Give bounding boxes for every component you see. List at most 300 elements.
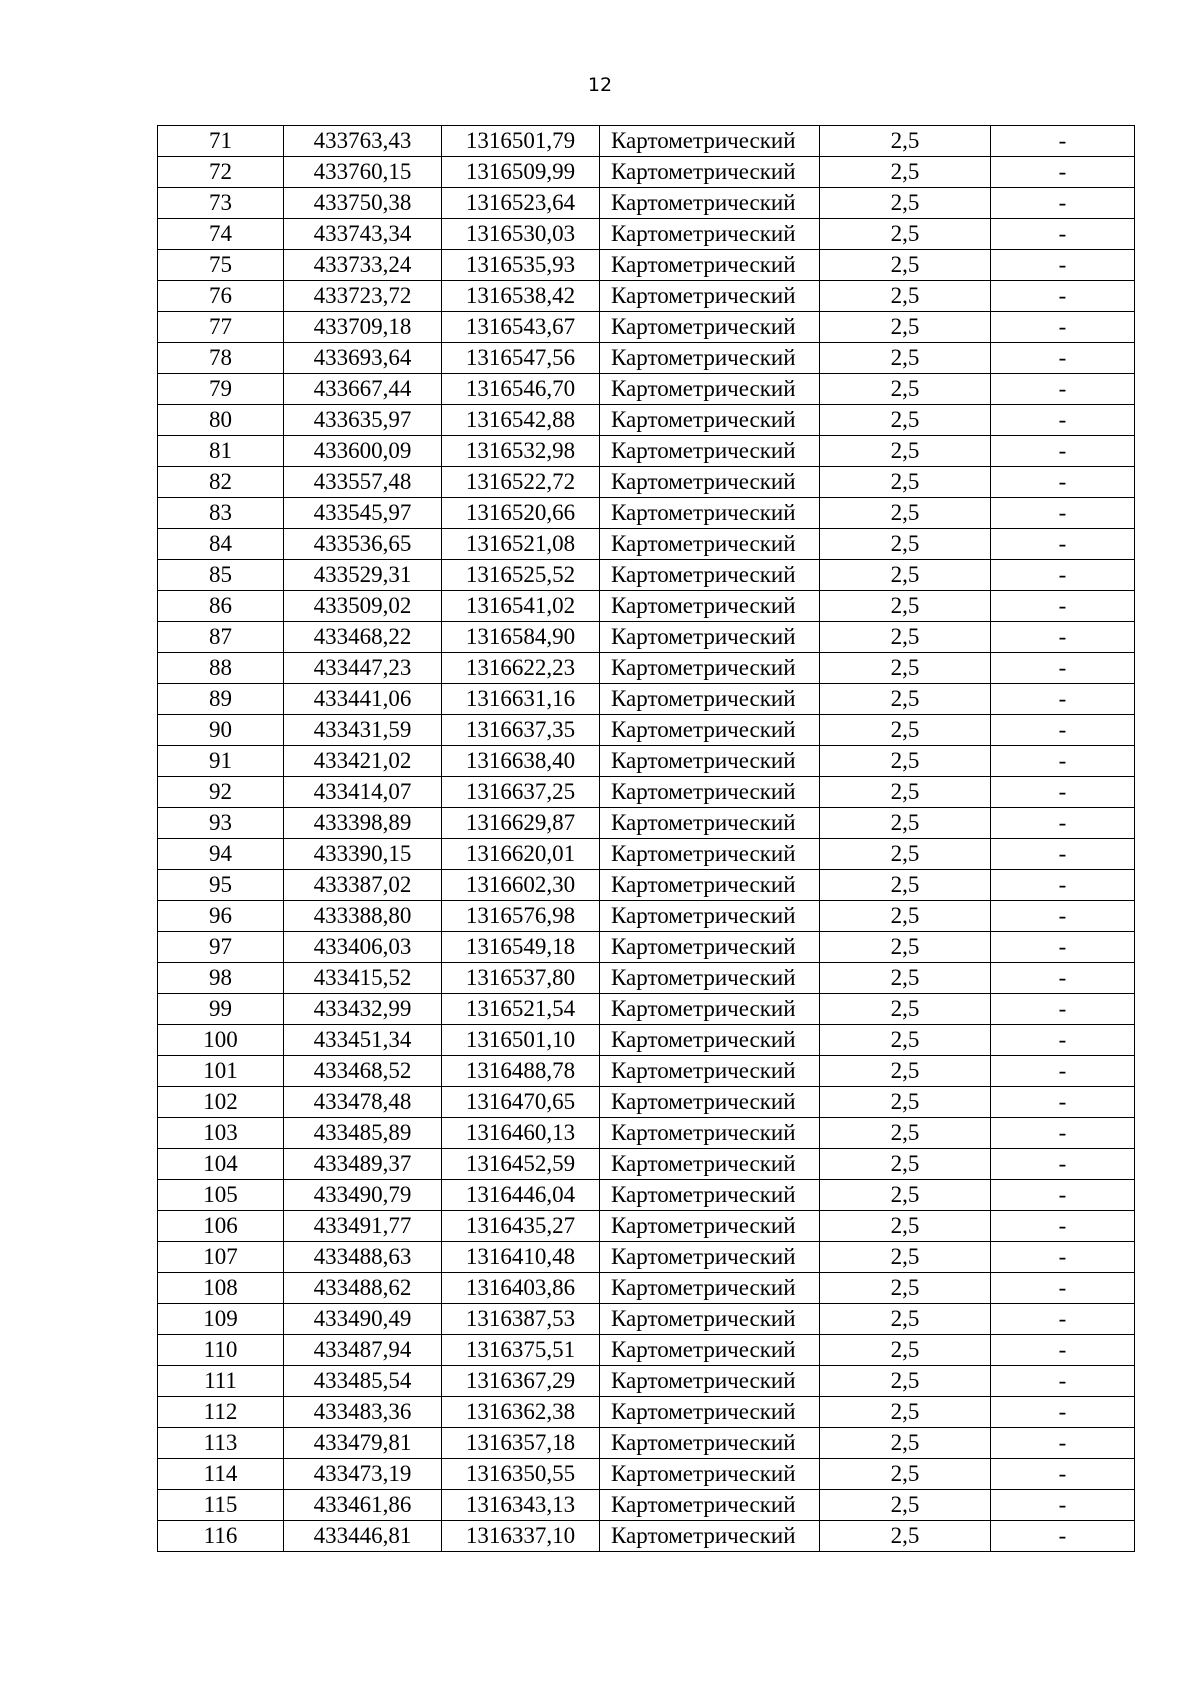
description-cell: - — [991, 560, 1135, 591]
method-cell: Картометрический — [600, 1087, 820, 1118]
x-coordinate-cell: 433451,34 — [284, 1025, 442, 1056]
y-coordinate-cell: 1316343,13 — [442, 1490, 600, 1521]
table-row — [158, 436, 1135, 467]
accuracy-cell: 2,5 — [820, 653, 991, 684]
method-cell: Картометрический — [600, 1056, 820, 1087]
point-number-cell: 107 — [158, 1242, 284, 1273]
x-coordinate-cell: 433723,72 — [284, 281, 442, 312]
description-cell: - — [991, 746, 1135, 777]
table-row — [158, 994, 1135, 1025]
point-number-cell: 71 — [158, 126, 284, 157]
point-number-cell: 80 — [158, 405, 284, 436]
y-coordinate-cell: 1316631,16 — [442, 684, 600, 715]
description-cell: - — [991, 1180, 1135, 1211]
accuracy-cell: 2,5 — [820, 994, 991, 1025]
point-number-cell: 86 — [158, 591, 284, 622]
method-cell: Картометрический — [600, 746, 820, 777]
description-cell: - — [991, 1118, 1135, 1149]
table-row — [158, 1087, 1135, 1118]
point-number-cell: 75 — [158, 250, 284, 281]
description-cell: - — [991, 529, 1135, 560]
y-coordinate-cell: 1316337,10 — [442, 1521, 600, 1552]
method-cell: Картометрический — [600, 498, 820, 529]
x-coordinate-cell: 433760,15 — [284, 157, 442, 188]
point-number-cell: 77 — [158, 312, 284, 343]
y-coordinate-cell: 1316638,40 — [442, 746, 600, 777]
coordinates-table — [157, 125, 1135, 1552]
y-coordinate-cell: 1316357,18 — [442, 1428, 600, 1459]
accuracy-cell: 2,5 — [820, 467, 991, 498]
point-number-cell: 78 — [158, 343, 284, 374]
x-coordinate-cell: 433468,52 — [284, 1056, 442, 1087]
method-cell: Картометрический — [600, 436, 820, 467]
description-cell: - — [991, 1273, 1135, 1304]
description-cell: - — [991, 1366, 1135, 1397]
x-coordinate-cell: 433536,65 — [284, 529, 442, 560]
method-cell: Картометрический — [600, 343, 820, 374]
x-coordinate-cell: 433733,24 — [284, 250, 442, 281]
method-cell: Картометрический — [600, 684, 820, 715]
y-coordinate-cell: 1316435,27 — [442, 1211, 600, 1242]
table-row — [158, 591, 1135, 622]
method-cell: Картометрический — [600, 1521, 820, 1552]
table-row — [158, 1149, 1135, 1180]
description-cell: - — [991, 901, 1135, 932]
y-coordinate-cell: 1316532,98 — [442, 436, 600, 467]
table-row — [158, 808, 1135, 839]
x-coordinate-cell: 433491,77 — [284, 1211, 442, 1242]
point-number-cell: 98 — [158, 963, 284, 994]
accuracy-cell: 2,5 — [820, 715, 991, 746]
x-coordinate-cell: 433468,22 — [284, 622, 442, 653]
table-row — [158, 746, 1135, 777]
y-coordinate-cell: 1316546,70 — [442, 374, 600, 405]
x-coordinate-cell: 433709,18 — [284, 312, 442, 343]
description-cell: - — [991, 622, 1135, 653]
x-coordinate-cell: 433693,64 — [284, 343, 442, 374]
accuracy-cell: 2,5 — [820, 777, 991, 808]
accuracy-cell: 2,5 — [820, 560, 991, 591]
description-cell: - — [991, 157, 1135, 188]
table-row — [158, 622, 1135, 653]
method-cell: Картометрический — [600, 715, 820, 746]
point-number-cell: 88 — [158, 653, 284, 684]
table-row — [158, 715, 1135, 746]
x-coordinate-cell: 433600,09 — [284, 436, 442, 467]
description-cell: - — [991, 1211, 1135, 1242]
point-number-cell: 100 — [158, 1025, 284, 1056]
y-coordinate-cell: 1316367,29 — [442, 1366, 600, 1397]
y-coordinate-cell: 1316543,67 — [442, 312, 600, 343]
description-cell: - — [991, 126, 1135, 157]
y-coordinate-cell: 1316542,88 — [442, 405, 600, 436]
x-coordinate-cell: 433446,81 — [284, 1521, 442, 1552]
x-coordinate-cell: 433635,97 — [284, 405, 442, 436]
method-cell: Картометрический — [600, 157, 820, 188]
accuracy-cell: 2,5 — [820, 436, 991, 467]
point-number-cell: 101 — [158, 1056, 284, 1087]
description-cell: - — [991, 343, 1135, 374]
accuracy-cell: 2,5 — [820, 1118, 991, 1149]
accuracy-cell: 2,5 — [820, 808, 991, 839]
y-coordinate-cell: 1316452,59 — [442, 1149, 600, 1180]
x-coordinate-cell: 433398,89 — [284, 808, 442, 839]
point-number-cell: 72 — [158, 157, 284, 188]
accuracy-cell: 2,5 — [820, 1025, 991, 1056]
description-cell: - — [991, 436, 1135, 467]
point-number-cell: 105 — [158, 1180, 284, 1211]
description-cell: - — [991, 870, 1135, 901]
y-coordinate-cell: 1316629,87 — [442, 808, 600, 839]
accuracy-cell: 2,5 — [820, 1366, 991, 1397]
description-cell: - — [991, 963, 1135, 994]
description-cell: - — [991, 1397, 1135, 1428]
table-row — [158, 963, 1135, 994]
method-cell: Картометрический — [600, 1273, 820, 1304]
x-coordinate-cell: 433479,81 — [284, 1428, 442, 1459]
table-row — [158, 498, 1135, 529]
accuracy-cell: 2,5 — [820, 591, 991, 622]
point-number-cell: 110 — [158, 1335, 284, 1366]
point-number-cell: 115 — [158, 1490, 284, 1521]
y-coordinate-cell: 1316622,23 — [442, 653, 600, 684]
description-cell: - — [991, 312, 1135, 343]
y-coordinate-cell: 1316470,65 — [442, 1087, 600, 1118]
y-coordinate-cell: 1316620,01 — [442, 839, 600, 870]
point-number-cell: 73 — [158, 188, 284, 219]
point-number-cell: 94 — [158, 839, 284, 870]
description-cell: - — [991, 374, 1135, 405]
method-cell: Картометрический — [600, 1428, 820, 1459]
point-number-cell: 109 — [158, 1304, 284, 1335]
x-coordinate-cell: 433743,34 — [284, 219, 442, 250]
point-number-cell: 116 — [158, 1521, 284, 1552]
accuracy-cell: 2,5 — [820, 1521, 991, 1552]
table-row — [158, 126, 1135, 157]
description-cell: - — [991, 1459, 1135, 1490]
method-cell: Картометрический — [600, 1490, 820, 1521]
table-row — [158, 1459, 1135, 1490]
y-coordinate-cell: 1316362,38 — [442, 1397, 600, 1428]
accuracy-cell: 2,5 — [820, 498, 991, 529]
x-coordinate-cell: 433431,59 — [284, 715, 442, 746]
method-cell: Картометрический — [600, 622, 820, 653]
table-row — [158, 1211, 1135, 1242]
table-row — [158, 1304, 1135, 1335]
table-row — [158, 374, 1135, 405]
accuracy-cell: 2,5 — [820, 870, 991, 901]
point-number-cell: 76 — [158, 281, 284, 312]
accuracy-cell: 2,5 — [820, 1211, 991, 1242]
accuracy-cell: 2,5 — [820, 1459, 991, 1490]
table-body — [158, 126, 1135, 1552]
x-coordinate-cell: 433441,06 — [284, 684, 442, 715]
point-number-cell: 112 — [158, 1397, 284, 1428]
table-row — [158, 188, 1135, 219]
table-row — [158, 529, 1135, 560]
x-coordinate-cell: 433406,03 — [284, 932, 442, 963]
y-coordinate-cell: 1316521,54 — [442, 994, 600, 1025]
method-cell: Картометрический — [600, 591, 820, 622]
point-number-cell: 99 — [158, 994, 284, 1025]
x-coordinate-cell: 433414,07 — [284, 777, 442, 808]
accuracy-cell: 2,5 — [820, 312, 991, 343]
accuracy-cell: 2,5 — [820, 1056, 991, 1087]
accuracy-cell: 2,5 — [820, 250, 991, 281]
x-coordinate-cell: 433485,89 — [284, 1118, 442, 1149]
x-coordinate-cell: 433490,49 — [284, 1304, 442, 1335]
table-row — [158, 250, 1135, 281]
x-coordinate-cell: 433478,48 — [284, 1087, 442, 1118]
point-number-cell: 108 — [158, 1273, 284, 1304]
accuracy-cell: 2,5 — [820, 1397, 991, 1428]
point-number-cell: 85 — [158, 560, 284, 591]
y-coordinate-cell: 1316538,42 — [442, 281, 600, 312]
point-number-cell: 102 — [158, 1087, 284, 1118]
x-coordinate-cell: 433545,97 — [284, 498, 442, 529]
x-coordinate-cell: 433488,63 — [284, 1242, 442, 1273]
accuracy-cell: 2,5 — [820, 932, 991, 963]
point-number-cell: 83 — [158, 498, 284, 529]
description-cell: - — [991, 932, 1135, 963]
description-cell: - — [991, 1490, 1135, 1521]
description-cell: - — [991, 281, 1135, 312]
y-coordinate-cell: 1316637,35 — [442, 715, 600, 746]
table-row — [158, 1335, 1135, 1366]
x-coordinate-cell: 433485,54 — [284, 1366, 442, 1397]
table-row — [158, 405, 1135, 436]
table-row — [158, 1242, 1135, 1273]
y-coordinate-cell: 1316537,80 — [442, 963, 600, 994]
accuracy-cell: 2,5 — [820, 343, 991, 374]
x-coordinate-cell: 433415,52 — [284, 963, 442, 994]
accuracy-cell: 2,5 — [820, 126, 991, 157]
x-coordinate-cell: 433529,31 — [284, 560, 442, 591]
method-cell: Картометрический — [600, 1335, 820, 1366]
point-number-cell: 113 — [158, 1428, 284, 1459]
description-cell: - — [991, 1149, 1135, 1180]
description-cell: - — [991, 1056, 1135, 1087]
point-number-cell: 81 — [158, 436, 284, 467]
x-coordinate-cell: 433763,43 — [284, 126, 442, 157]
description-cell: - — [991, 1335, 1135, 1366]
method-cell: Картометрический — [600, 808, 820, 839]
method-cell: Картометрический — [600, 405, 820, 436]
x-coordinate-cell: 433461,86 — [284, 1490, 442, 1521]
table-row — [158, 560, 1135, 591]
accuracy-cell: 2,5 — [820, 157, 991, 188]
y-coordinate-cell: 1316602,30 — [442, 870, 600, 901]
method-cell: Картометрический — [600, 250, 820, 281]
x-coordinate-cell: 433390,15 — [284, 839, 442, 870]
x-coordinate-cell: 433750,38 — [284, 188, 442, 219]
method-cell: Картометрический — [600, 1242, 820, 1273]
x-coordinate-cell: 433557,48 — [284, 467, 442, 498]
point-number-cell: 97 — [158, 932, 284, 963]
y-coordinate-cell: 1316350,55 — [442, 1459, 600, 1490]
y-coordinate-cell: 1316488,78 — [442, 1056, 600, 1087]
y-coordinate-cell: 1316541,02 — [442, 591, 600, 622]
table-row — [158, 901, 1135, 932]
x-coordinate-cell: 433387,02 — [284, 870, 442, 901]
y-coordinate-cell: 1316549,18 — [442, 932, 600, 963]
table-row — [158, 1180, 1135, 1211]
accuracy-cell: 2,5 — [820, 1490, 991, 1521]
table-row — [158, 653, 1135, 684]
method-cell: Картометрический — [600, 653, 820, 684]
point-number-cell: 91 — [158, 746, 284, 777]
table-row — [158, 1428, 1135, 1459]
description-cell: - — [991, 1521, 1135, 1552]
x-coordinate-cell: 433667,44 — [284, 374, 442, 405]
accuracy-cell: 2,5 — [820, 1273, 991, 1304]
accuracy-cell: 2,5 — [820, 188, 991, 219]
accuracy-cell: 2,5 — [820, 1242, 991, 1273]
point-number-cell: 114 — [158, 1459, 284, 1490]
y-coordinate-cell: 1316410,48 — [442, 1242, 600, 1273]
point-number-cell: 104 — [158, 1149, 284, 1180]
method-cell: Картометрический — [600, 1025, 820, 1056]
description-cell: - — [991, 1025, 1135, 1056]
accuracy-cell: 2,5 — [820, 622, 991, 653]
table-row — [158, 1118, 1135, 1149]
description-cell: - — [991, 498, 1135, 529]
y-coordinate-cell: 1316509,99 — [442, 157, 600, 188]
accuracy-cell: 2,5 — [820, 281, 991, 312]
table-row — [158, 1490, 1135, 1521]
y-coordinate-cell: 1316523,64 — [442, 188, 600, 219]
y-coordinate-cell: 1316535,93 — [442, 250, 600, 281]
table-row — [158, 1273, 1135, 1304]
method-cell: Картометрический — [600, 529, 820, 560]
y-coordinate-cell: 1316637,25 — [442, 777, 600, 808]
point-number-cell: 87 — [158, 622, 284, 653]
point-number-cell: 84 — [158, 529, 284, 560]
x-coordinate-cell: 433483,36 — [284, 1397, 442, 1428]
y-coordinate-cell: 1316521,08 — [442, 529, 600, 560]
accuracy-cell: 2,5 — [820, 1428, 991, 1459]
accuracy-cell: 2,5 — [820, 684, 991, 715]
point-number-cell: 90 — [158, 715, 284, 746]
point-number-cell: 96 — [158, 901, 284, 932]
method-cell: Картометрический — [600, 1366, 820, 1397]
method-cell: Картометрический — [600, 1180, 820, 1211]
x-coordinate-cell: 433490,79 — [284, 1180, 442, 1211]
point-number-cell: 95 — [158, 870, 284, 901]
point-number-cell: 106 — [158, 1211, 284, 1242]
table-row — [158, 157, 1135, 188]
table-row — [158, 467, 1135, 498]
method-cell: Картометрический — [600, 312, 820, 343]
description-cell: - — [991, 994, 1135, 1025]
accuracy-cell: 2,5 — [820, 1087, 991, 1118]
accuracy-cell: 2,5 — [820, 405, 991, 436]
y-coordinate-cell: 1316522,72 — [442, 467, 600, 498]
method-cell: Картометрический — [600, 126, 820, 157]
description-cell: - — [991, 1242, 1135, 1273]
description-cell: - — [991, 405, 1135, 436]
point-number-cell: 93 — [158, 808, 284, 839]
method-cell: Картометрический — [600, 467, 820, 498]
description-cell: - — [991, 219, 1135, 250]
method-cell: Картометрический — [600, 281, 820, 312]
page-number: 12 — [587, 74, 613, 96]
description-cell: - — [991, 250, 1135, 281]
accuracy-cell: 2,5 — [820, 1180, 991, 1211]
table-row — [158, 1521, 1135, 1552]
method-cell: Картометрический — [600, 901, 820, 932]
method-cell: Картометрический — [600, 1118, 820, 1149]
method-cell: Картометрический — [600, 932, 820, 963]
x-coordinate-cell: 433421,02 — [284, 746, 442, 777]
table-row — [158, 932, 1135, 963]
method-cell: Картометрический — [600, 1149, 820, 1180]
x-coordinate-cell: 433432,99 — [284, 994, 442, 1025]
point-number-cell: 111 — [158, 1366, 284, 1397]
y-coordinate-cell: 1316387,53 — [442, 1304, 600, 1335]
y-coordinate-cell: 1316403,86 — [442, 1273, 600, 1304]
description-cell: - — [991, 467, 1135, 498]
description-cell: - — [991, 839, 1135, 870]
y-coordinate-cell: 1316520,66 — [442, 498, 600, 529]
method-cell: Картометрический — [600, 560, 820, 591]
table-row — [158, 312, 1135, 343]
table-row — [158, 219, 1135, 250]
y-coordinate-cell: 1316530,03 — [442, 219, 600, 250]
table-row — [158, 1366, 1135, 1397]
accuracy-cell: 2,5 — [820, 839, 991, 870]
point-number-cell: 103 — [158, 1118, 284, 1149]
description-cell: - — [991, 1428, 1135, 1459]
table-row — [158, 684, 1135, 715]
method-cell: Картометрический — [600, 870, 820, 901]
table-row — [158, 1056, 1135, 1087]
y-coordinate-cell: 1316525,52 — [442, 560, 600, 591]
method-cell: Картометрический — [600, 777, 820, 808]
description-cell: - — [991, 808, 1135, 839]
y-coordinate-cell: 1316501,10 — [442, 1025, 600, 1056]
method-cell: Картометрический — [600, 963, 820, 994]
point-number-cell: 82 — [158, 467, 284, 498]
method-cell: Картометрический — [600, 374, 820, 405]
method-cell: Картометрический — [600, 1304, 820, 1335]
accuracy-cell: 2,5 — [820, 529, 991, 560]
description-cell: - — [991, 684, 1135, 715]
x-coordinate-cell: 433388,80 — [284, 901, 442, 932]
accuracy-cell: 2,5 — [820, 1304, 991, 1335]
y-coordinate-cell: 1316547,56 — [442, 343, 600, 374]
y-coordinate-cell: 1316584,90 — [442, 622, 600, 653]
point-number-cell: 79 — [158, 374, 284, 405]
description-cell: - — [991, 653, 1135, 684]
table-row — [158, 777, 1135, 808]
description-cell: - — [991, 188, 1135, 219]
x-coordinate-cell: 433489,37 — [284, 1149, 442, 1180]
description-cell: - — [991, 777, 1135, 808]
x-coordinate-cell: 433473,19 — [284, 1459, 442, 1490]
method-cell: Картометрический — [600, 1459, 820, 1490]
table-row — [158, 839, 1135, 870]
y-coordinate-cell: 1316446,04 — [442, 1180, 600, 1211]
method-cell: Картометрический — [600, 219, 820, 250]
description-cell: - — [991, 1087, 1135, 1118]
method-cell: Картометрический — [600, 994, 820, 1025]
method-cell: Картометрический — [600, 1211, 820, 1242]
table-row — [158, 1397, 1135, 1428]
x-coordinate-cell: 433488,62 — [284, 1273, 442, 1304]
x-coordinate-cell: 433509,02 — [284, 591, 442, 622]
y-coordinate-cell: 1316501,79 — [442, 126, 600, 157]
